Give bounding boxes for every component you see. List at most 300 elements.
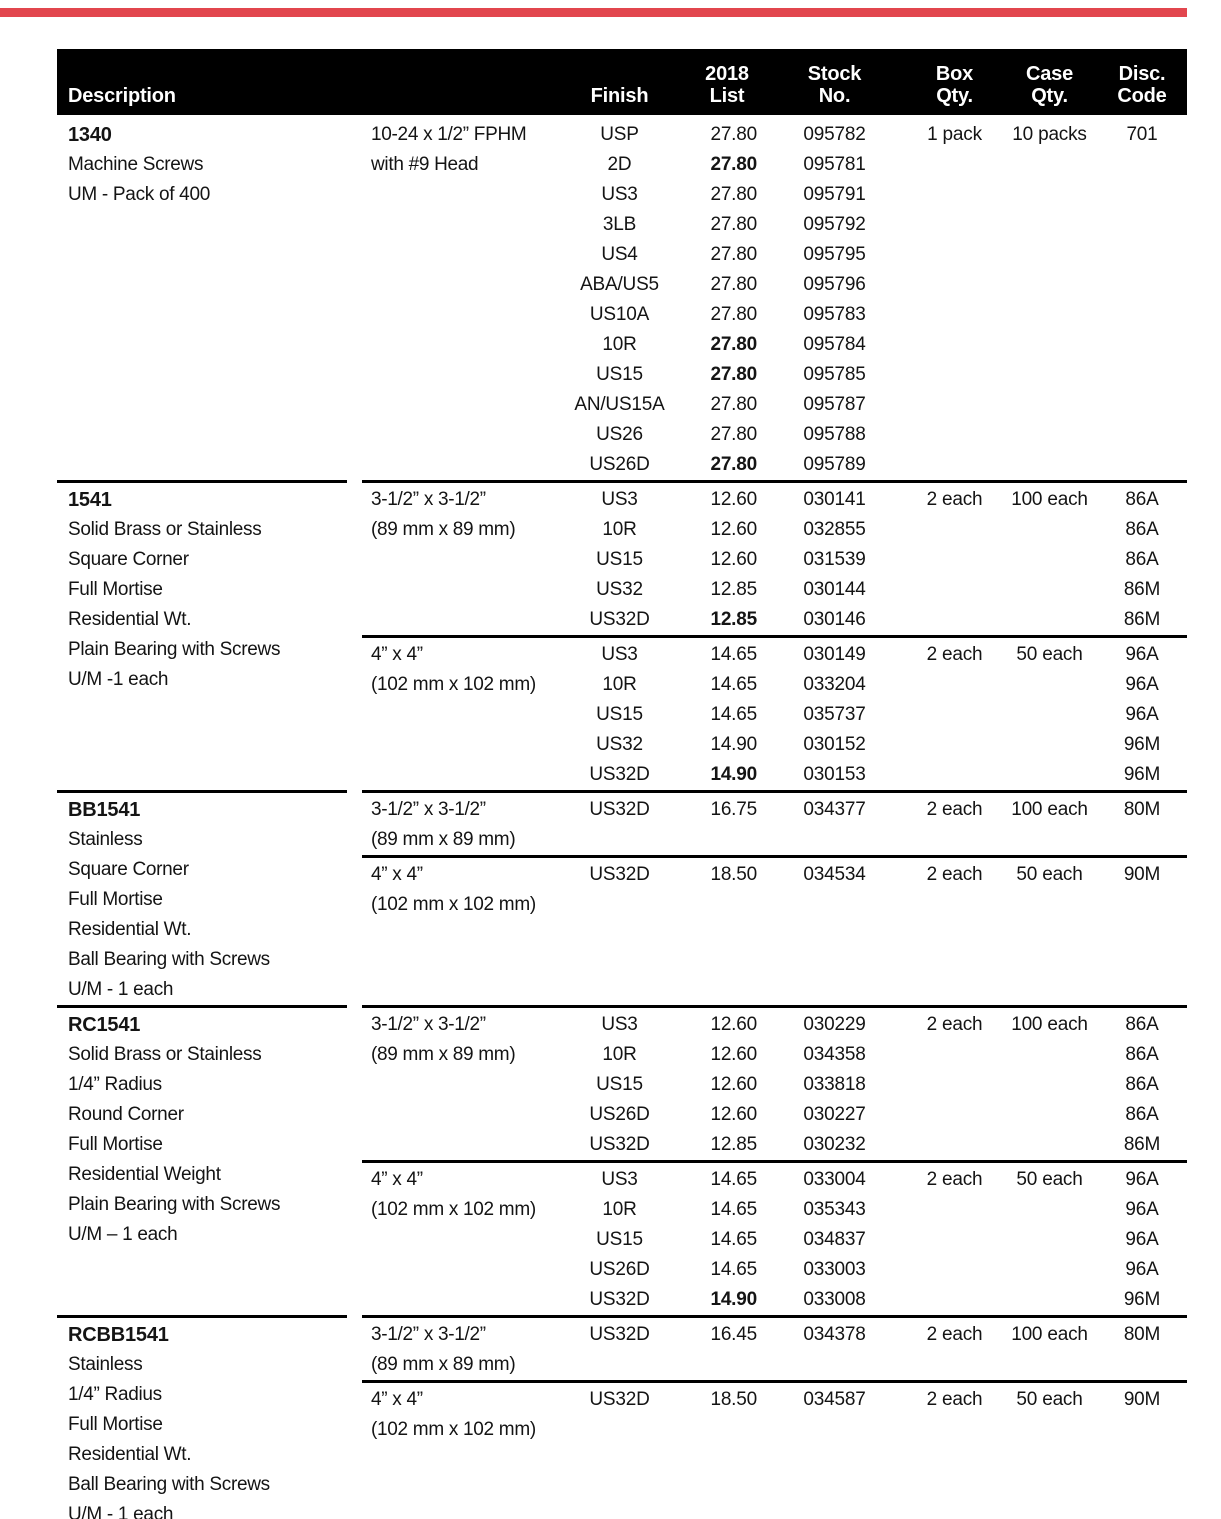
disc-code-cell (1097, 150, 1187, 180)
stock-no-cell: 033008 (803, 1289, 866, 1310)
finish-rows (547, 1320, 1187, 1380)
box-qty-cell: 2 each (926, 1014, 983, 1035)
list-price-cell: 27.80 (710, 184, 757, 205)
case-qty-cell (1002, 300, 1097, 330)
disc-code-cell: 86A (1125, 1074, 1159, 1095)
case-qty-cell (1002, 240, 1097, 270)
disc-code-cell (1097, 360, 1187, 390)
case-qty-cell: 50 each (1016, 644, 1083, 665)
stock-no-cell: 030232 (803, 1134, 866, 1155)
finish-rows (547, 795, 1187, 855)
product-block (57, 1315, 1187, 1519)
case-qty-cell (1002, 150, 1097, 180)
size-spec (362, 485, 547, 635)
list-price-cell: 27.80 (710, 154, 757, 175)
case-qty-cell (1002, 1285, 1097, 1315)
size-line: (102 mm x 102 mm) (371, 674, 536, 695)
finish-rows (547, 485, 1187, 635)
stock-no-cell: 034837 (803, 1229, 866, 1250)
description-line: Stainless (68, 829, 143, 850)
header-line: 2018 (705, 63, 749, 85)
finish-cell: US3 (601, 1169, 638, 1190)
case-qty-cell (1002, 700, 1097, 730)
table-row (547, 210, 1187, 240)
description-line: Solid Brass or Stainless (68, 1044, 262, 1065)
table-row (547, 450, 1187, 480)
case-qty-cell (1002, 330, 1097, 360)
finish-cell: US3 (601, 1014, 638, 1035)
case-qty-cell (1002, 1225, 1097, 1255)
box-qty-cell (907, 210, 1002, 240)
finish-rows (547, 640, 1187, 790)
stock-no-cell: 035343 (803, 1199, 866, 1220)
disc-code-cell (1097, 390, 1187, 420)
list-price-cell: 14.90 (710, 1289, 757, 1310)
finish-rows (547, 1010, 1187, 1160)
case-qty-cell (1002, 1255, 1097, 1285)
disc-code-cell: 86M (1123, 1134, 1161, 1155)
header-line: Qty. (1031, 85, 1068, 107)
size-line: 4” x 4” (371, 864, 423, 885)
disc-code-cell (1097, 450, 1187, 480)
product-block (57, 790, 1187, 1005)
finish-cell: US32D (589, 764, 650, 785)
stock-no-cell: 030153 (803, 764, 866, 785)
table-row (547, 1225, 1187, 1255)
case-qty-cell (1002, 575, 1097, 605)
description-line: Residential Wt. (68, 1444, 192, 1465)
table-row (547, 575, 1187, 605)
list-price-cell: 12.60 (710, 1074, 757, 1095)
finish-cell: US32D (589, 1324, 650, 1345)
product-model: RCBB1541 (68, 1324, 169, 1346)
table-row (547, 1010, 1187, 1040)
list-price-cell: 27.80 (710, 454, 757, 475)
stock-no-cell: 033003 (803, 1259, 866, 1280)
finish-cell: US15 (596, 704, 643, 725)
stock-no-cell: 034377 (803, 799, 866, 820)
finish-cell: US26 (596, 424, 643, 445)
box-qty-cell (907, 1285, 1002, 1315)
box-qty-cell (907, 545, 1002, 575)
finish-cell: 3LB (602, 214, 637, 235)
case-qty-cell: 50 each (1016, 864, 1083, 885)
case-qty-cell (1002, 670, 1097, 700)
size-line: 4” x 4” (371, 1389, 423, 1410)
finish-cell: US32 (596, 734, 643, 755)
table-row (547, 360, 1187, 390)
box-qty-cell (907, 760, 1002, 790)
stock-no-cell: 030152 (803, 734, 866, 755)
disc-code-cell: 80M (1123, 1324, 1161, 1345)
finish-cell: US26D (589, 454, 650, 475)
disc-code-cell (1097, 300, 1187, 330)
size-spec (362, 860, 547, 920)
stock-no-cell: 035737 (803, 704, 866, 725)
list-price-cell: 27.80 (710, 304, 757, 325)
case-qty-cell (1002, 210, 1097, 240)
list-price-cell: 14.65 (710, 644, 757, 665)
description-line: Solid Brass or Stainless (68, 519, 262, 540)
box-qty-cell (907, 420, 1002, 450)
disc-code-cell (1097, 270, 1187, 300)
column-header-disc-code (1097, 49, 1187, 115)
table-row (547, 860, 1187, 890)
description-line: Residential Wt. (68, 609, 192, 630)
box-qty-cell (907, 150, 1002, 180)
finish-cell: AN/US15A (574, 394, 665, 415)
product-model: 1541 (68, 489, 112, 511)
box-qty-cell: 2 each (926, 1324, 983, 1345)
box-qty-cell (907, 670, 1002, 700)
table-row (547, 1385, 1187, 1415)
size-line: (89 mm x 89 mm) (371, 1354, 516, 1375)
product-block (57, 1005, 1187, 1315)
table-row (547, 1070, 1187, 1100)
header-line: List (709, 85, 745, 107)
header-line: Qty. (936, 85, 973, 107)
list-price-cell: 14.65 (710, 1169, 757, 1190)
case-qty-cell (1002, 1040, 1097, 1070)
case-qty-cell (1002, 450, 1097, 480)
column-header-description (57, 49, 547, 115)
box-qty-cell: 2 each (926, 864, 983, 885)
product-block (57, 115, 1187, 480)
table-row (547, 150, 1187, 180)
case-qty-cell (1002, 180, 1097, 210)
box-qty-cell (907, 515, 1002, 545)
case-qty-cell (1002, 605, 1097, 635)
finish-cell: US26D (589, 1259, 650, 1280)
box-qty-cell (907, 1130, 1002, 1160)
description-line: Ball Bearing with Screws (68, 949, 270, 970)
stock-no-cell: 095785 (803, 364, 866, 385)
box-qty-cell (907, 1040, 1002, 1070)
table-row (547, 1165, 1187, 1195)
list-price-cell: 18.50 (710, 1389, 757, 1410)
disc-code-cell: 96A (1125, 1229, 1159, 1250)
header-line: Stock (807, 63, 862, 85)
stock-no-cell: 030227 (803, 1104, 866, 1125)
list-price-cell: 14.65 (710, 674, 757, 695)
box-qty-cell (907, 180, 1002, 210)
finish-cell: USP (600, 124, 639, 145)
finish-rows (547, 120, 1187, 480)
finish-cell: 10R (602, 1044, 637, 1065)
table-row (547, 300, 1187, 330)
disc-code-cell: 96A (1125, 704, 1159, 725)
disc-code-cell: 96M (1123, 734, 1161, 755)
table-row (547, 700, 1187, 730)
stock-no-cell: 095796 (803, 274, 866, 295)
header-line: Disc. (1118, 63, 1166, 85)
column-header-finish (547, 49, 692, 115)
list-price-cell: 14.90 (710, 734, 757, 755)
table-row (547, 420, 1187, 450)
product-sections (362, 790, 1187, 1005)
table-row (547, 240, 1187, 270)
finish-cell: US32D (589, 1134, 650, 1155)
size-section (362, 120, 1187, 480)
description-line: 1/4” Radius (68, 1074, 162, 1095)
case-qty-cell (1002, 1070, 1097, 1100)
stock-no-cell: 033004 (803, 1169, 866, 1190)
size-line: 3-1/2” x 3-1/2” (371, 489, 486, 510)
finish-cell: 2D (607, 154, 632, 175)
table-row (547, 670, 1187, 700)
stock-no-cell: 030144 (803, 579, 866, 600)
size-line: (89 mm x 89 mm) (371, 1044, 516, 1065)
list-price-cell: 14.65 (710, 1229, 757, 1250)
table-row (547, 485, 1187, 515)
case-qty-cell (1002, 1100, 1097, 1130)
stock-no-cell: 095787 (803, 394, 866, 415)
size-line: (102 mm x 102 mm) (371, 894, 536, 915)
case-qty-cell (1002, 1195, 1097, 1225)
disc-code-cell (1097, 180, 1187, 210)
description-line: Square Corner (68, 549, 189, 570)
disc-code-cell: 86A (1125, 489, 1159, 510)
description-line: Plain Bearing with Screws (68, 639, 281, 660)
case-qty-cell: 100 each (1011, 1014, 1088, 1035)
size-spec (362, 1385, 547, 1445)
product-description (57, 115, 347, 480)
finish-cell: 10R (602, 334, 637, 355)
size-spec (362, 1320, 547, 1380)
finish-cell: US3 (601, 184, 638, 205)
box-qty-cell: 2 each (926, 644, 983, 665)
disc-code-cell: 96M (1123, 764, 1161, 785)
stock-no-cell: 095792 (803, 214, 866, 235)
description-line: Round Corner (68, 1104, 184, 1125)
case-qty-cell (1002, 515, 1097, 545)
header-line: Case (1025, 63, 1073, 85)
case-qty-cell (1002, 1130, 1097, 1160)
product-description (57, 1005, 347, 1315)
size-spec (362, 1010, 547, 1160)
list-price-cell: 27.80 (710, 244, 757, 265)
stock-no-cell: 033818 (803, 1074, 866, 1095)
size-line: 3-1/2” x 3-1/2” (371, 1014, 486, 1035)
stock-no-cell: 034587 (803, 1389, 866, 1410)
box-qty-cell (907, 390, 1002, 420)
product-description (57, 790, 347, 1005)
box-qty-cell (907, 300, 1002, 330)
box-qty-cell (907, 1225, 1002, 1255)
table-row (547, 515, 1187, 545)
header-line: Code (1117, 85, 1167, 107)
stock-no-cell: 095789 (803, 454, 866, 475)
size-line: 3-1/2” x 3-1/2” (371, 1324, 486, 1345)
product-sections (362, 480, 1187, 790)
list-price-cell: 14.90 (710, 764, 757, 785)
header-line: Finish (590, 85, 649, 107)
disc-code-cell: 96A (1125, 674, 1159, 695)
list-price-cell: 14.65 (710, 1199, 757, 1220)
list-price-cell: 12.85 (710, 579, 757, 600)
stock-no-cell: 034534 (803, 864, 866, 885)
box-qty-cell (907, 1255, 1002, 1285)
table-row (547, 545, 1187, 575)
case-qty-cell (1002, 730, 1097, 760)
finish-cell: US15 (596, 1074, 643, 1095)
disc-code-cell: 80M (1123, 799, 1161, 820)
box-qty-cell: 2 each (926, 1169, 983, 1190)
box-qty-cell (907, 360, 1002, 390)
table-row (547, 1285, 1187, 1315)
disc-code-cell: 96A (1125, 1169, 1159, 1190)
disc-code-cell (1097, 420, 1187, 450)
finish-cell: US32 (596, 579, 643, 600)
list-price-cell: 12.60 (710, 489, 757, 510)
description-line: 1/4” Radius (68, 1384, 162, 1405)
disc-code-cell: 86A (1125, 1044, 1159, 1065)
table-row (547, 1130, 1187, 1160)
table-row (547, 1195, 1187, 1225)
stock-no-cell: 032855 (803, 519, 866, 540)
table-row (547, 180, 1187, 210)
stock-no-cell: 095783 (803, 304, 866, 325)
description-line: Residential Weight (68, 1164, 221, 1185)
size-section (362, 855, 1187, 920)
list-price-cell: 12.60 (710, 1104, 757, 1125)
disc-code-cell (1097, 330, 1187, 360)
description-line: Square Corner (68, 859, 189, 880)
description-line: Machine Screws (68, 154, 204, 175)
disc-code-cell: 86A (1125, 1104, 1159, 1125)
finish-cell: 10R (602, 674, 637, 695)
disc-code-cell: 86A (1125, 549, 1159, 570)
stock-no-cell: 095795 (803, 244, 866, 265)
table-row (547, 1255, 1187, 1285)
size-spec (362, 1165, 547, 1315)
table-row (547, 605, 1187, 635)
list-price-cell: 14.65 (710, 1259, 757, 1280)
list-price-cell: 27.80 (710, 214, 757, 235)
size-section (362, 795, 1187, 855)
finish-cell: US3 (601, 489, 638, 510)
disc-code-cell: 96A (1125, 1259, 1159, 1280)
table-row (547, 390, 1187, 420)
box-qty-cell: 1 pack (927, 124, 982, 145)
disc-code-cell: 90M (1123, 864, 1161, 885)
finish-cell: 10R (602, 519, 637, 540)
size-spec (362, 795, 547, 855)
size-line: with #9 Head (371, 154, 479, 175)
size-section (362, 1380, 1187, 1445)
finish-rows (547, 860, 1187, 920)
description-line: Full Mortise (68, 889, 163, 910)
size-section (362, 1010, 1187, 1160)
case-qty-cell (1002, 270, 1097, 300)
case-qty-cell (1002, 390, 1097, 420)
disc-code-cell: 86A (1125, 1014, 1159, 1035)
description-line: Full Mortise (68, 1414, 163, 1435)
finish-cell: US32D (589, 1389, 650, 1410)
description-line: Full Mortise (68, 579, 163, 600)
size-line: (89 mm x 89 mm) (371, 829, 516, 850)
finish-cell: ABA/US5 (580, 274, 659, 295)
description-line: UM - Pack of 400 (68, 184, 210, 205)
disc-code-cell: 90M (1123, 1389, 1161, 1410)
box-qty-cell (907, 605, 1002, 635)
table-row (547, 795, 1187, 825)
list-price-cell: 18.50 (710, 864, 757, 885)
size-line: (102 mm x 102 mm) (371, 1419, 536, 1440)
box-qty-cell (907, 730, 1002, 760)
size-line: 10-24 x 1/2” FPHM (371, 124, 527, 145)
finish-cell: US15 (596, 549, 643, 570)
price-table (57, 49, 1187, 1519)
table-header (57, 49, 1187, 115)
table-row (547, 330, 1187, 360)
column-header-box-qty (907, 49, 1002, 115)
finish-cell: US10A (589, 304, 650, 325)
table-row (547, 1100, 1187, 1130)
description-line: Ball Bearing with Screws (68, 1474, 270, 1495)
list-price-cell: 12.60 (710, 519, 757, 540)
stock-no-cell: 030149 (803, 644, 866, 665)
case-qty-cell: 50 each (1016, 1169, 1083, 1190)
box-qty-cell (907, 1070, 1002, 1100)
case-qty-cell: 50 each (1016, 1389, 1083, 1410)
finish-cell: US32D (589, 799, 650, 820)
header-line: Description (68, 85, 176, 107)
size-section (362, 1320, 1187, 1380)
size-line: (102 mm x 102 mm) (371, 1199, 536, 1220)
stock-no-cell: 030146 (803, 609, 866, 630)
size-section (362, 635, 1187, 790)
stock-no-cell: 095791 (803, 184, 866, 205)
stock-no-cell: 034378 (803, 1324, 866, 1345)
table-row (547, 640, 1187, 670)
case-qty-cell (1002, 760, 1097, 790)
case-qty-cell: 100 each (1011, 799, 1088, 820)
table-row (547, 120, 1187, 150)
size-section (362, 485, 1187, 635)
case-qty-cell (1002, 545, 1097, 575)
stock-no-cell: 095782 (803, 124, 866, 145)
disc-code-cell (1097, 240, 1187, 270)
finish-cell: US3 (601, 644, 638, 665)
product-blocks (57, 115, 1187, 1519)
disc-code-cell: 86M (1123, 579, 1161, 600)
size-spec (362, 640, 547, 790)
description-line: Plain Bearing with Screws (68, 1194, 281, 1215)
size-line: 3-1/2” x 3-1/2” (371, 799, 486, 820)
description-line: Full Mortise (68, 1134, 163, 1155)
stock-no-cell: 030141 (803, 489, 866, 510)
list-price-cell: 14.65 (710, 704, 757, 725)
disc-code-cell: 86M (1123, 609, 1161, 630)
finish-cell: US15 (596, 1229, 643, 1250)
box-qty-cell (907, 1100, 1002, 1130)
box-qty-cell: 2 each (926, 1389, 983, 1410)
description-line: U/M -1 each (68, 669, 169, 690)
finish-cell: US4 (601, 244, 638, 265)
header-line: Box (935, 63, 974, 85)
column-header-list (692, 49, 762, 115)
description-line: Stainless (68, 1354, 143, 1375)
list-price-cell: 27.80 (710, 424, 757, 445)
finish-cell: US26D (589, 1104, 650, 1125)
list-price-cell: 12.60 (710, 1014, 757, 1035)
table-row (547, 1040, 1187, 1070)
header-line: No. (818, 85, 851, 107)
list-price-cell: 12.85 (710, 1134, 757, 1155)
product-sections (362, 115, 1187, 480)
finish-rows (547, 1385, 1187, 1445)
